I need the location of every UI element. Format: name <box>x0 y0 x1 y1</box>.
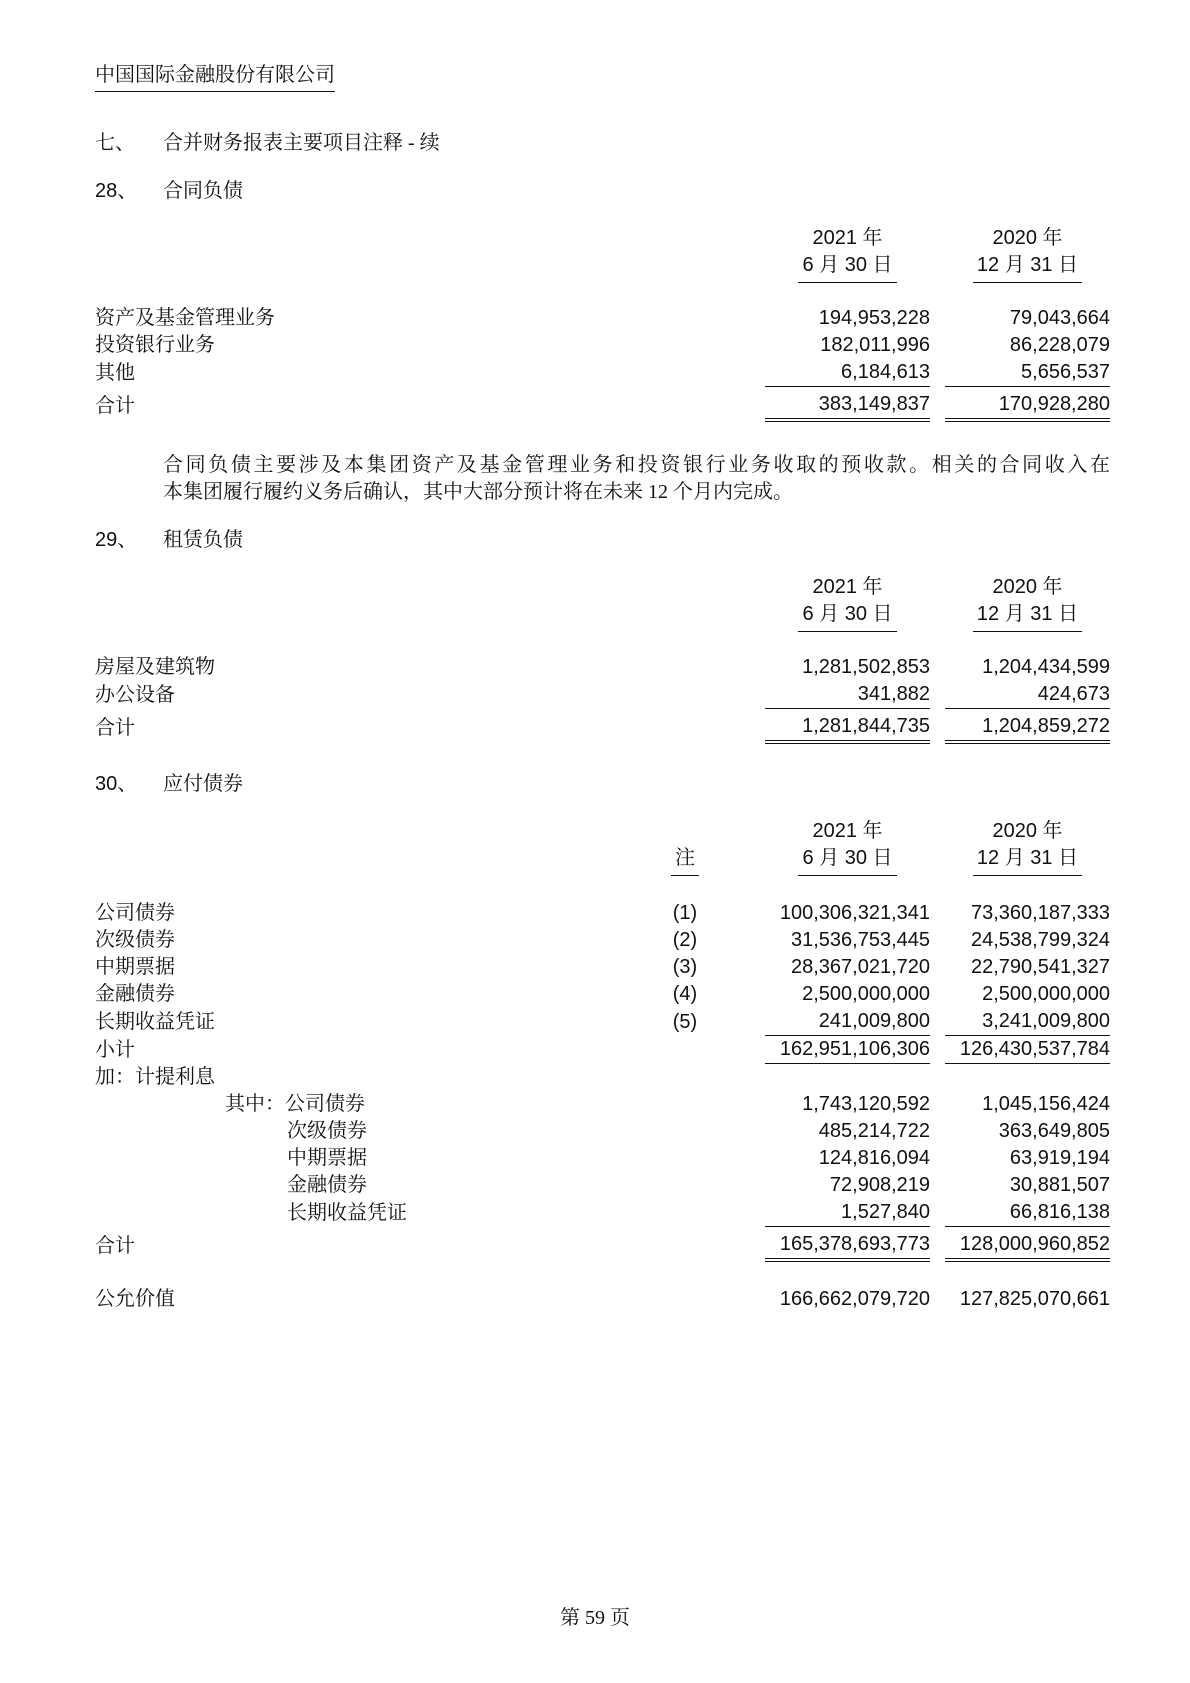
note-30-table <box>95 818 1110 1262</box>
total-row <box>95 709 1110 743</box>
table-row <box>95 1199 1110 1227</box>
amount-cell: 22,790,541,327 <box>970 956 1110 978</box>
table-row <box>95 359 1110 387</box>
note-ref-cell: (1) <box>672 902 698 924</box>
section-heading <box>95 130 1110 157</box>
row-label: 其中：公司债券 <box>225 1093 365 1115</box>
company-name: 中国国际金融股份有限公司 <box>95 62 335 92</box>
table-header-year-row <box>95 574 1110 601</box>
note-30-number: 30、 <box>95 773 138 795</box>
table-header-year-row <box>95 225 1110 252</box>
row-label: 金融债券 <box>95 983 175 1005</box>
column-header-2021-year: 2021 年 <box>812 576 883 598</box>
spacer-row <box>95 876 1110 900</box>
row-label: 合计 <box>95 717 135 739</box>
amount-cell: 100,306,321,341 <box>779 902 930 924</box>
row-label: 合计 <box>95 395 135 417</box>
table-row <box>95 927 1110 954</box>
row-label: 公允价值 <box>95 1288 175 1310</box>
note-30-heading <box>95 771 1110 798</box>
table-row <box>95 1172 1110 1199</box>
fair-value-table <box>95 1286 1110 1313</box>
spacer-row <box>95 283 1110 305</box>
table-row <box>95 654 1110 681</box>
column-header-2021-date: 6 月 30 日 <box>798 252 896 283</box>
note-28-heading <box>95 178 1110 205</box>
table-row <box>95 681 1110 709</box>
table-header-date-row <box>95 252 1110 283</box>
table-header-year-row <box>95 818 1110 845</box>
column-header-2021-date: 6 月 30 日 <box>798 601 896 632</box>
subtotal-row <box>95 1036 1110 1064</box>
amount-cell: 485,214,722 <box>818 1120 930 1142</box>
row-label: 金融债券 <box>287 1174 367 1196</box>
total-amount-cell: 1,204,859,272 <box>945 709 1110 743</box>
row-label: 合计 <box>95 1235 135 1257</box>
fair-value-row <box>95 1286 1110 1313</box>
amount-cell: 241,009,800 <box>765 1008 930 1036</box>
total-amount-cell: 170,928,280 <box>945 387 1110 421</box>
note-29-heading <box>95 527 1110 554</box>
note-ref-cell: (2) <box>672 929 698 951</box>
paragraph-line: 本集团履行履约义务后确认，其中大部分预计将在未来 12 个月内完成。 <box>163 481 793 503</box>
column-header-2021-year: 2021 年 <box>812 227 883 249</box>
subtotal-amount-cell: 126,430,537,784 <box>945 1036 1110 1064</box>
table-header-date-row <box>95 601 1110 632</box>
amount-cell: 5,656,537 <box>1021 361 1110 383</box>
amount-cell: 2,500,000,000 <box>802 983 930 1005</box>
table-row <box>95 305 1110 332</box>
note-ref-cell: (3) <box>672 956 698 978</box>
column-header-2020-date: 12 月 31 日 <box>973 601 1082 632</box>
amount-cell: 79,043,664 <box>1009 307 1110 329</box>
row-label: 次级债券 <box>95 929 175 951</box>
amount-cell: 24,538,799,324 <box>970 929 1110 951</box>
amount-cell: 3,241,009,800 <box>945 1008 1110 1036</box>
amount-cell: 66,816,138 <box>1009 1201 1110 1223</box>
row-label: 房屋及建筑物 <box>95 656 215 678</box>
row-label: 长期收益凭证 <box>287 1201 407 1224</box>
amount-cell: 63,919,194 <box>1009 1147 1110 1169</box>
amount-cell: 1,743,120,592 <box>802 1093 930 1115</box>
table-header-date-row <box>95 845 1110 876</box>
total-amount-cell: 128,000,960,852 <box>945 1227 1110 1261</box>
note-29-table <box>95 574 1110 744</box>
column-header-2020-date: 12 月 31 日 <box>973 252 1082 283</box>
row-label: 投资银行业务 <box>95 334 215 356</box>
amount-cell: 341,882 <box>857 683 930 705</box>
note-30-title: 应付债券 <box>163 773 243 795</box>
amount-cell: 31,536,753,445 <box>790 929 930 951</box>
amount-cell: 1,527,840 <box>841 1201 930 1223</box>
company-header <box>95 62 1110 92</box>
amount-cell: 182,011,996 <box>820 334 930 356</box>
table-row <box>95 1145 1110 1172</box>
table-row <box>95 981 1110 1008</box>
note-28-paragraph <box>163 452 1110 506</box>
amount-cell: 194,953,228 <box>818 307 930 329</box>
total-row <box>95 1227 1110 1261</box>
spacer-row <box>95 632 1110 654</box>
amount-cell: 1,045,156,424 <box>982 1093 1110 1115</box>
table-row <box>95 1091 1110 1118</box>
amount-cell: 124,816,094 <box>818 1147 930 1169</box>
note-28-table <box>95 225 1110 422</box>
total-row <box>95 387 1110 421</box>
section-title: 合并财务报表主要项目注释 - 续 <box>163 132 440 154</box>
table-row <box>95 954 1110 981</box>
amount-cell: 2,500,000,000 <box>982 983 1110 1005</box>
column-header-note: 注 <box>671 845 699 876</box>
column-header-2020-year: 2020 年 <box>992 820 1063 842</box>
amount-cell: 73,360,187,333 <box>970 902 1110 924</box>
note-ref-cell: (5) <box>672 1010 698 1033</box>
amount-cell: 1,281,502,853 <box>802 656 930 678</box>
row-label: 中期票据 <box>95 956 175 978</box>
row-label: 小计 <box>95 1038 135 1061</box>
amount-cell: 72,908,219 <box>829 1174 930 1196</box>
section-number: 七、 <box>95 132 135 154</box>
note-29-number: 29、 <box>95 529 138 551</box>
row-label: 次级债券 <box>287 1120 367 1142</box>
total-amount-cell: 1,281,844,735 <box>765 709 930 743</box>
amount-cell: 363,649,805 <box>998 1120 1110 1142</box>
table-row <box>95 1064 1110 1092</box>
column-header-2020-year: 2020 年 <box>992 227 1063 249</box>
column-header-2020-date: 12 月 31 日 <box>973 845 1082 876</box>
note-28-title: 合同负债 <box>163 180 243 202</box>
table-row <box>95 1118 1110 1145</box>
table-row <box>95 900 1110 927</box>
page-number: 第 59 页 <box>560 1607 630 1629</box>
amount-cell: 1,204,434,599 <box>982 656 1110 678</box>
row-label: 加：计提利息 <box>95 1066 215 1088</box>
amount-cell: 30,881,507 <box>1009 1174 1110 1196</box>
row-label: 其他 <box>95 361 135 384</box>
amount-cell: 166,662,079,720 <box>779 1288 930 1310</box>
row-label: 办公设备 <box>95 683 175 706</box>
column-header-2020-year: 2020 年 <box>992 576 1063 598</box>
amount-cell: 28,367,021,720 <box>790 956 930 978</box>
amount-cell: 86,228,079 <box>1009 334 1110 356</box>
column-header-2021-year: 2021 年 <box>812 820 883 842</box>
note-29-title: 租赁负债 <box>163 529 243 551</box>
row-label: 中期票据 <box>287 1147 367 1169</box>
row-label: 长期收益凭证 <box>95 1010 215 1033</box>
note-ref-cell: (4) <box>672 983 698 1005</box>
row-label: 公司债券 <box>95 902 175 924</box>
subtotal-amount-cell: 162,951,106,306 <box>765 1036 930 1064</box>
note-28-number: 28、 <box>95 180 138 202</box>
total-amount-cell: 383,149,837 <box>765 387 930 421</box>
paragraph-line: 合同负债主要涉及本集团资产及基金管理业务和投资银行业务收取的预收款。相关的合同收入在 <box>163 454 1110 476</box>
row-label: 资产及基金管理业务 <box>95 307 275 329</box>
total-amount-cell: 165,378,693,773 <box>765 1227 930 1261</box>
column-header-2021-date: 6 月 30 日 <box>798 845 896 876</box>
table-row <box>95 332 1110 359</box>
amount-cell: 6,184,613 <box>841 361 930 383</box>
amount-cell: 424,673 <box>1037 683 1110 705</box>
table-row <box>95 1008 1110 1036</box>
amount-cell: 127,825,070,661 <box>959 1288 1110 1310</box>
